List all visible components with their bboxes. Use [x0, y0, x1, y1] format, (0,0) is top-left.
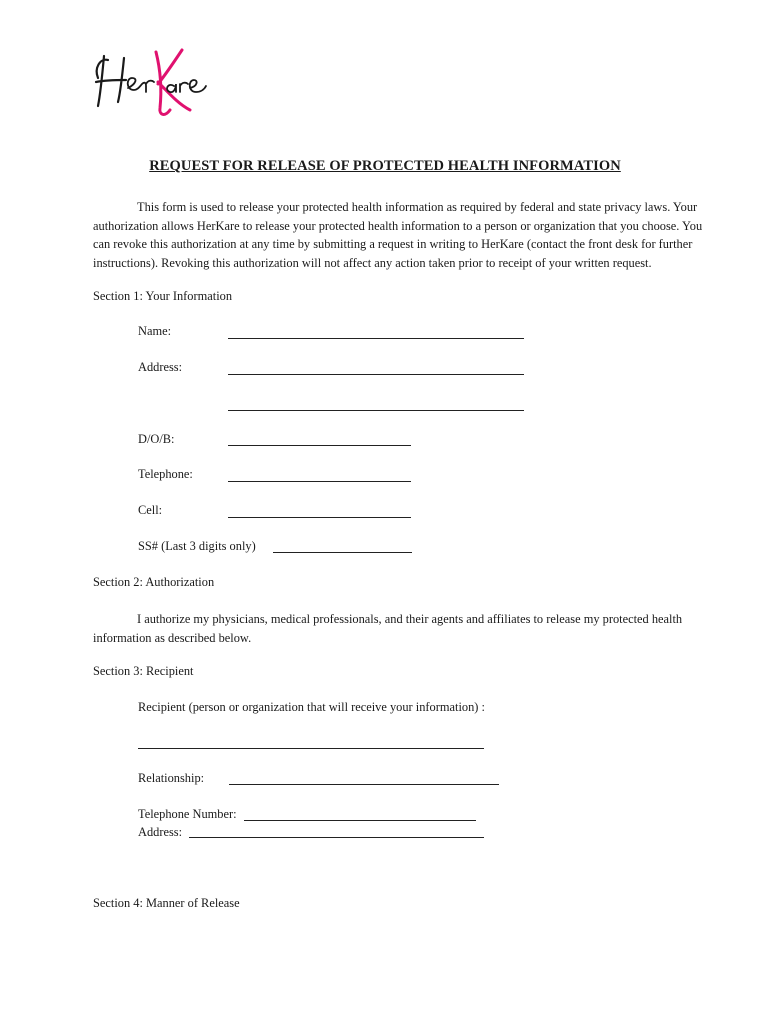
name-label: Name:: [138, 324, 172, 338]
authorization-text: I authorize my physicians, medical professionals, and their agents and affiliates to release my protected health information as described below.: [93, 612, 683, 645]
relationship-label: Relationship:: [138, 771, 205, 785]
cell-field[interactable]: [228, 517, 411, 518]
section3-heading: Section 3: Recipient: [93, 664, 194, 678]
intro-text: This form is used to release your protected health information as required by federal and state privacy laws. Your authorization allows HerKare to release your protected health information to a person or organization that you choose. You can revoke this authorization at any time by submitting a request in writing to HerKare (contact the front desk for further instructions). Revoking this authorization will not affect any action taken prior to receipt of your written request.: [93, 200, 703, 270]
address-label: Address:: [138, 360, 183, 374]
dob-label: D/O/B:: [138, 432, 175, 446]
recipient-telephone-label: Telephone Number:: [138, 807, 237, 821]
recipient-address-field[interactable]: [189, 837, 484, 838]
intro-paragraph: [93, 198, 718, 272]
recipient-telephone-field[interactable]: [244, 820, 476, 821]
relationship-field[interactable]: [229, 784, 499, 785]
dob-field[interactable]: [228, 445, 411, 446]
ss-field[interactable]: [273, 552, 412, 553]
section4-heading: Section 4: Manner of Release: [93, 896, 240, 910]
recipient-label: Recipient (person or organization that will receive your information) :: [138, 700, 485, 714]
cell-label: Cell:: [138, 503, 163, 517]
herkare-logo: [86, 38, 216, 122]
address-field-line1[interactable]: [228, 374, 524, 375]
recipient-address-label: Address:: [138, 825, 183, 839]
authorization-paragraph: [93, 610, 718, 647]
recipient-field[interactable]: [138, 748, 484, 749]
telephone-label: Telephone:: [138, 467, 193, 481]
section1-heading: Section 1: Your Information: [93, 289, 233, 303]
name-field[interactable]: [228, 338, 524, 339]
telephone-field[interactable]: [228, 481, 411, 482]
form-title: REQUEST FOR RELEASE OF PROTECTED HEALTH INFORMATION: [149, 158, 621, 174]
address-field-line2[interactable]: [228, 410, 524, 411]
ss-label: SS# (Last 3 digits only): [138, 539, 256, 553]
section2-heading: Section 2: Authorization: [93, 575, 215, 589]
